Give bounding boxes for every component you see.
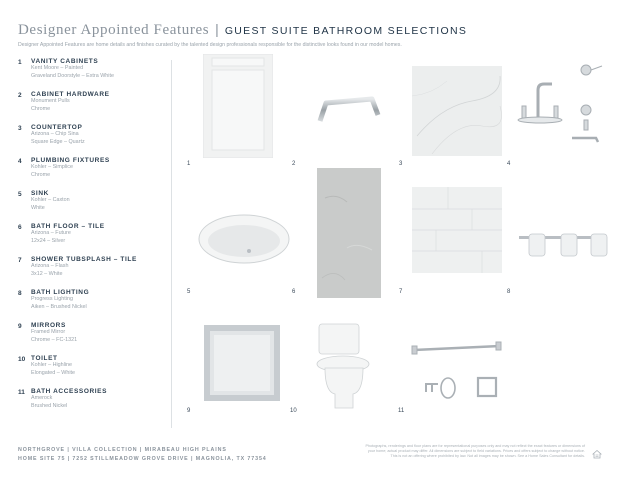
selection-item [18,190,168,212]
sink-image [197,213,291,265]
disclaimer-line: Photographs, renderings and floor plans are for representational purposes only and may not reflect the exact features or dimensions of [365,444,585,448]
equal-housing-icon [592,446,602,456]
selection-name: PLUMBING FIXTURES [31,157,110,164]
footer-home-site: HOME SITE 75 | 7252 STILLMEADOW GROVE DRIVE | MAGNOLIA, TX 77354 [18,456,267,462]
selection-detail: Square Edge – Quartz [31,138,85,145]
selection-name: MIRRORS [31,322,66,329]
image-label: 9 [187,408,191,414]
image-label: 11 [398,408,405,414]
selection-detail: Kent Moore – Painted [31,65,84,71]
selection-detail: 3x12 – White [31,270,63,277]
selection-number: 2 [18,92,22,99]
selection-name: BATH FLOOR – TILE [31,223,105,230]
selection-detail: Monument Pulls [31,98,70,104]
selection-detail: Brushed Nickel [31,402,68,409]
title-row [18,21,608,39]
image-label: 6 [292,289,296,295]
selection-detail: Arizona – Chip Sina [31,131,79,137]
vanity-cabinet-image [203,54,273,158]
footer-community: NORTHGROVE | VILLA COLLECTION | MIRABEAU HIGH PLAINS [18,447,227,453]
selection-name: COUNTERTOP [31,124,83,131]
selection-item [18,58,168,80]
disclaimer-line: your home; actual product may differ. All dimensions are subject to field variations. Prices and offers subject to change without notice. [367,449,585,453]
footer-address [18,447,267,462]
selection-detail: Kohler – Highline [31,362,73,368]
selection-item [18,289,168,311]
bath-lighting-image [517,228,609,262]
selection-name: BATH ACCESSORIES [31,388,108,395]
selection-detail: Amerock [31,395,53,401]
selection-detail: Elongated – White [31,369,76,376]
selection-name: CABINET HARDWARE [31,91,110,98]
bath-accessories-image [408,338,503,408]
selection-detail: Chrome [31,171,51,178]
selection-item [18,223,168,245]
mirror-image [204,325,280,401]
selection-detail: Kohler – Simplice [31,164,73,170]
bath-floor-tile-image [317,168,381,298]
selections-list [18,58,168,421]
selection-number: 8 [18,290,22,297]
plumbing-fixtures-image [512,60,607,160]
selection-detail: Arizona – Future [31,230,71,236]
countertop-image [412,66,502,156]
image-label: 5 [187,289,191,295]
selection-detail: 12x24 – Silver [31,237,66,244]
selection-name: VANITY CABINETS [31,58,99,65]
image-label: 3 [399,161,403,167]
selection-number: 5 [18,191,22,198]
page-title: Designer Appointed Features [18,22,210,38]
selection-number: 10 [18,356,26,363]
image-label: 2 [292,161,296,167]
page-header [18,21,608,48]
toilet-image [313,322,373,410]
cabinet-pull-image [316,95,382,127]
selection-number: 4 [18,158,22,165]
selection-detail: Chrome [31,105,51,112]
selection-item [18,256,168,278]
selection-number: 6 [18,224,22,231]
selection-detail: White [31,204,45,211]
selection-item [18,157,168,179]
selection-detail: Kohler – Caxton [31,197,70,203]
selection-item [18,355,168,377]
selection-item [18,322,168,344]
selection-number: 7 [18,257,22,264]
selection-name: BATH LIGHTING [31,289,90,296]
image-label: 7 [399,289,403,295]
title-separator: | [215,21,219,37]
page-subtitle: GUEST SUITE BATHROOM SELECTIONS [224,25,468,37]
disclaimer-line: This is not an offering where prohibited by law. Not all images may be shown. See a Home Sales Consultant for details. [390,454,585,458]
selection-detail: Framed Mirror [31,329,66,335]
image-label: 8 [507,289,511,295]
selection-number: 3 [18,125,22,132]
page-description: Designer Appointed Features are home details and finishes curated by the talented design professionals responsible for the distinctive looks found in our model homes. [18,42,402,48]
vertical-divider [171,60,172,428]
selection-number: 9 [18,323,22,330]
selection-number: 1 [18,59,22,66]
selection-number: 11 [18,389,25,396]
selection-item [18,388,168,410]
selection-name: SHOWER TUBSPLASH – TILE [31,256,137,263]
selection-item [18,124,168,146]
selection-detail: Chrome – FC-1321 [31,336,78,343]
image-label: 4 [507,161,511,167]
selection-item [18,91,168,113]
image-label: 10 [290,408,297,414]
selection-name: TOILET [31,355,58,362]
selection-name: SINK [31,190,49,197]
selection-detail: Arizona – Flash [31,263,69,269]
footer-disclaimer [300,444,585,459]
shower-tile-image [412,187,502,273]
selection-detail: Aiken – Brushed Nickel [31,303,87,310]
image-label: 1 [187,161,191,167]
selection-detail: Graveland Doorstyle – Extra White [31,72,114,79]
selection-detail: Progress Lighting [31,296,73,302]
